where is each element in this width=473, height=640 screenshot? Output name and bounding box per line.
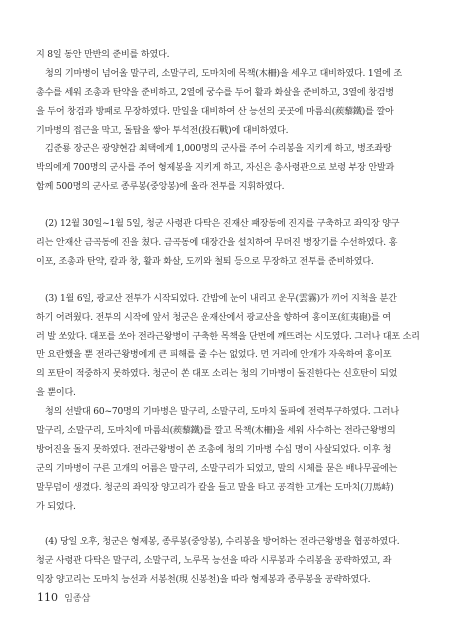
text-line: 지 8일 동안 만반의 준비를 하였다.: [36, 50, 170, 60]
paragraph-6: [36, 403, 449, 516]
text-line: 을 두어 창검과 방패로 무장하였다. 만일을 대비하여 산 능선의 곳곳에 마름쇠(蒺藜鐵)를 깔아: [36, 106, 394, 117]
text-line: 을 뿐이다.: [36, 388, 76, 399]
paragraph-4: [36, 215, 449, 272]
text-line: 익장 양고리는 도마치 능선과 서봉천(現 신봉천)을 따라 형제봉과 종루봉을 공략하였다.: [36, 575, 371, 586]
text-line: 말무덤이 생겼다. 청군의 좌익장 양고리가 칼을 들고 말을 타고 공격한 고개는 도마치(刀馬峙): [36, 482, 394, 493]
text-line: 기마병의 접근을 막고, 돌탑을 쌓아 투석전(投石戰)에 대비하였다.: [36, 125, 289, 136]
text-line: 만 요란했을 뿐 전라근왕병에게 큰 피해를 줄 수는 없었다. 먼 거리에 안개가 자욱하여 홍이포: [36, 350, 392, 361]
text-line: (3) 1월 6일, 광교산 전투가 시작되었다. 간밤에 눈이 내리고 운무(雲霧)가 끼어 지척을 분간: [45, 293, 397, 304]
page-footer: [37, 591, 90, 604]
text-line: 군의 기마병이 구른 고개의 어름은 말구리, 소말구리가 되었고, 말의 시체를 묻은 배나무골에는: [36, 463, 398, 474]
text-line: 청군 사령관 다탁은 말구리, 소말구리, 노루목 능선을 따라 시루봉과 수리봉을 공략하였고, 좌: [36, 556, 392, 567]
text-line: 김준룡 장군은 광양현감 최택에게 1,000명의 군사를 주어 수리봉을 지키게 하고, 병조좌랑: [45, 144, 392, 155]
paragraph-2: [36, 65, 449, 141]
running-footer-author: 임종삼: [64, 594, 91, 604]
text-line: (2) 12월 30일~1월 5일, 청군 사령관 다탁은 진재산 패장동에 진지를 구축하고 좌익장 양구: [45, 219, 400, 230]
text-line: 하기 어려웠다. 전투의 시작에 앞서 청군은 운재산에서 광교산을 향하여 홍이포(紅夷砲)를 여: [36, 312, 391, 323]
text-line: 방어진을 돌지 못하였다. 전라근왕병이 쏜 조총에 청의 기마병 수십 명이 사살되었다. 이후 청: [36, 444, 392, 455]
text-line: 총수를 세워 조총과 탄약을 준비하고, 2열에 궁수를 두어 활과 화살을 준비하고, 3열에 창검병: [36, 87, 394, 98]
paragraph-gap: [36, 272, 449, 290]
paragraph-gap: [36, 516, 449, 533]
text-line: 의 포탄이 적중하지 못하였다. 청군이 쏜 대포 소리는 청의 기마병이 돌진한다는 신호탄이 되었: [36, 369, 398, 380]
body-text: [36, 46, 449, 590]
text-line: (4) 당일 오후, 청군은 형제봉, 종루봉(중앙봉), 수리봉을 방어하는 전라근왕병을 협공하였다.: [45, 537, 400, 548]
text-line: 말구리, 소말구리, 도마치에 마름쇠(蒺藜鐵)를 깔고 목책(木柵)을 세워 사수하는 전라근왕병의: [36, 426, 396, 437]
text-line: 가 되었다.: [36, 501, 76, 512]
paragraph-7: [36, 533, 449, 590]
paragraph-5: [36, 290, 449, 403]
text-line: 함께 500명의 군사로 종루봉(중앙봉)에 올라 전투를 지휘하였다.: [36, 182, 285, 193]
text-line: 이포, 조총과 탄약, 칼과 창, 활과 화살, 도끼와 철퇴 등으로 무장하고 전투를 준비하였다.: [36, 256, 374, 267]
paragraph-1: [36, 46, 449, 65]
text-line: 청의 기마병이 넘어올 말구리, 소말구리, 도마치에 목책(木柵)을 세우고 대비하였다. 1열에 조: [45, 68, 402, 79]
text-line: 리는 안재산 금곡동에 진을 쳤다. 금곡동에 대장간을 설치하여 무뎌진 병장기를 수선하였다. 홍: [36, 238, 398, 249]
text-line: 청의 선발대 60~70명의 기마병은 말구리, 소말구리, 도마치 돌파에 전력투구하였다. 그러나: [45, 407, 399, 418]
text-line: 러 발 쏘았다. 대포를 쏘아 전라근왕병이 구축한 목책을 단번에 깨뜨려는 시도였다. 그러나 대포 소리: [36, 331, 420, 342]
text-line: 박의에게 700명의 군사를 주어 형제봉을 지키게 하고, 자신은 총사령관으로 보령 부장 안발과: [36, 163, 395, 174]
paragraph-3: [36, 140, 449, 197]
page-number: 110: [37, 591, 58, 604]
paragraph-gap: [36, 197, 449, 215]
